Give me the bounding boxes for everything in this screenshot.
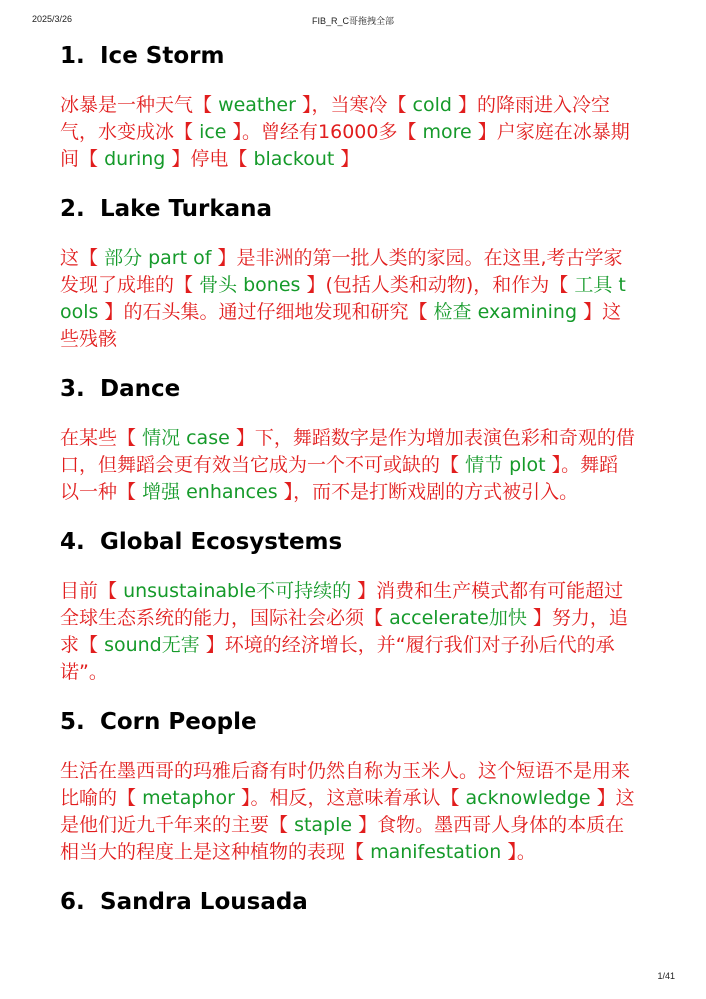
paragraph-text: 。 — [516, 841, 536, 863]
answer-blank[interactable]: metaphor — [142, 787, 235, 809]
answer-blank[interactable]: acknowledge — [465, 787, 591, 809]
answer-blank[interactable]: cold — [412, 94, 452, 116]
document-body — [60, 42, 635, 938]
paragraph-text: 目前 — [60, 580, 99, 602]
blank-open-bracket: 【 — [228, 148, 254, 170]
paragraph-text: 消费和生产模式都有可能超过全球生态系统的能力，国际社会必须 — [60, 580, 624, 629]
blank-open-bracket: 【 — [345, 841, 371, 863]
section-heading — [60, 42, 635, 70]
section-title: Corn People — [100, 709, 257, 735]
answer-blank[interactable]: staple — [294, 814, 353, 836]
blank-close-bracket: 】 — [300, 274, 326, 296]
blank-open-bracket: 【 — [193, 94, 219, 116]
blank-open-bracket: 【 — [549, 274, 575, 296]
section-title: Sandra Lousada — [100, 889, 308, 915]
blank-open-bracket: 【 — [440, 454, 466, 476]
section-paragraph — [60, 758, 635, 866]
blank-close-bracket: 】 — [590, 787, 616, 809]
blank-open-bracket: 【 — [117, 427, 143, 449]
answer-blank[interactable]: 检查 examining — [433, 301, 578, 323]
section-heading — [60, 888, 635, 916]
paragraph-text: 。相反，这意味着承认 — [250, 787, 441, 809]
paragraph-text: 这是他们近九千年来的主要 — [60, 787, 635, 836]
section-heading — [60, 195, 635, 223]
blank-close-bracket: 】 — [352, 814, 378, 836]
blank-open-bracket: 【 — [387, 94, 413, 116]
section-paragraph — [60, 92, 635, 173]
blank-close-bracket: 】 — [471, 121, 497, 143]
answer-blank[interactable]: manifestation — [370, 841, 502, 863]
blank-open-bracket: 【 — [79, 634, 105, 656]
blank-open-bracket: 【 — [397, 121, 423, 143]
paragraph-text: 在某些 — [60, 427, 118, 449]
blank-close-bracket: 】 — [295, 94, 312, 116]
section-heading — [60, 708, 635, 736]
answer-blank[interactable]: more — [422, 121, 472, 143]
paragraph-text: 下，舞蹈数字是作为增加表演色彩和奇观的借口，但舞蹈会更有效当它成为一个不可或缺的 — [60, 427, 635, 476]
blank-open-bracket: 【 — [440, 787, 466, 809]
section-title: Lake Turkana — [100, 196, 273, 222]
section-number: 1. — [60, 43, 85, 69]
paragraph-text: 是非洲的第一批人类的家园。在这里,考古学家发现了成堆的 — [60, 247, 623, 296]
answer-blank[interactable]: sound无害 — [104, 634, 200, 656]
paragraph-text: 冰暴是一种天气 — [60, 94, 194, 116]
blank-close-bracket: 】 — [501, 841, 517, 863]
answer-blank[interactable]: ice — [199, 121, 227, 143]
section-title: Dance — [100, 376, 181, 402]
section-paragraph — [60, 245, 635, 353]
paragraph-text: (包括人类和动物)，和作为 — [325, 274, 550, 296]
paragraph-text: 这 — [60, 247, 80, 269]
blank-open-bracket: 【 — [98, 580, 124, 602]
section-number: 5. — [60, 709, 85, 735]
paragraph-text: 这些残骸 — [60, 301, 622, 350]
section-paragraph — [60, 578, 635, 686]
blank-open-bracket: 【 — [174, 274, 200, 296]
answer-blank[interactable]: 情节 plot — [465, 454, 546, 476]
answer-blank[interactable]: 骨头 bones — [199, 274, 301, 296]
blank-close-bracket: 】 — [165, 148, 191, 170]
section-number: 6. — [60, 889, 85, 915]
paragraph-text: 生活在墨西哥的玛雅后裔有时仍然自称为玉米人。这个短语不是用来比喻的 — [60, 760, 631, 809]
paragraph-text: 努力，追求 — [60, 607, 628, 656]
section-number: 2. — [60, 196, 85, 222]
answer-blank[interactable]: accelerate加快 — [389, 607, 527, 629]
print-date: 2025/3/26 — [32, 14, 73, 24]
answer-blank[interactable]: 部分 part of — [104, 247, 212, 269]
paragraph-text: ，而不是打断戏剧的方式被引入。 — [293, 481, 579, 503]
section-title: Global Ecosystems — [100, 529, 343, 555]
page-number: 1/41 — [657, 971, 675, 981]
blank-close-bracket: 】 — [577, 301, 603, 323]
section-title: Ice Storm — [100, 43, 225, 69]
blank-close-bracket: 】 — [226, 121, 243, 143]
answer-blank[interactable]: 工具 tools — [60, 274, 626, 323]
blank-close-bracket: 】 — [526, 607, 552, 629]
section-heading — [60, 375, 635, 403]
blank-close-bracket: 】 — [277, 481, 294, 503]
paragraph-text: 户家庭在冰暴期间 — [60, 121, 630, 170]
blank-close-bracket: 】 — [229, 427, 255, 449]
blank-close-bracket: 】 — [234, 787, 251, 809]
blank-close-bracket: 】 — [211, 247, 237, 269]
blank-close-bracket: 】 — [199, 634, 225, 656]
section-number: 4. — [60, 529, 85, 555]
blank-close-bracket: 】 — [98, 301, 124, 323]
blank-open-bracket: 【 — [269, 814, 295, 836]
blank-close-bracket: 】 — [351, 580, 377, 602]
answer-blank[interactable]: blackout — [253, 148, 335, 170]
blank-close-bracket: 】 — [334, 148, 360, 170]
blank-open-bracket: 【 — [117, 787, 143, 809]
paragraph-text: ，当寒冷 — [311, 94, 388, 116]
paragraph-text: 环境的经济增长，并“履行我们对子孙后代的承诺”。 — [60, 634, 615, 683]
answer-blank[interactable]: unsustainable不可持续的 — [123, 580, 352, 602]
answer-blank[interactable]: 情况 case — [142, 427, 230, 449]
paragraph-text: 停电 — [190, 148, 229, 170]
blank-open-bracket: 【 — [79, 148, 105, 170]
blank-open-bracket: 【 — [174, 121, 200, 143]
section-heading — [60, 528, 635, 556]
blank-open-bracket: 【 — [364, 607, 390, 629]
paragraph-text: 的石头集。通过仔细地发现和研究 — [123, 301, 409, 323]
blank-open-bracket: 【 — [408, 301, 434, 323]
blank-close-bracket: 】 — [545, 454, 562, 476]
answer-blank[interactable]: during — [104, 148, 166, 170]
blank-close-bracket: 】 — [451, 94, 478, 116]
paragraph-text: 。曾经有16000多 — [242, 121, 398, 143]
section-number: 3. — [60, 376, 85, 402]
document-title: FIB_R_C哥拖拽全部 — [311, 16, 394, 26]
answer-blank[interactable]: weather — [218, 94, 296, 116]
answer-blank[interactable]: 增强 enhances — [142, 481, 278, 503]
paragraph-text: 食物。墨西哥人身体的本质在相当大的程度上是这种植物的表现 — [60, 814, 625, 863]
blank-open-bracket: 【 — [79, 247, 105, 269]
section-paragraph — [60, 425, 635, 506]
paragraph-text: 的降雨进入冷空气，水变成冰 — [60, 94, 611, 143]
blank-open-bracket: 【 — [117, 481, 143, 503]
paragraph-text: 。舞蹈以一种 — [60, 454, 619, 503]
